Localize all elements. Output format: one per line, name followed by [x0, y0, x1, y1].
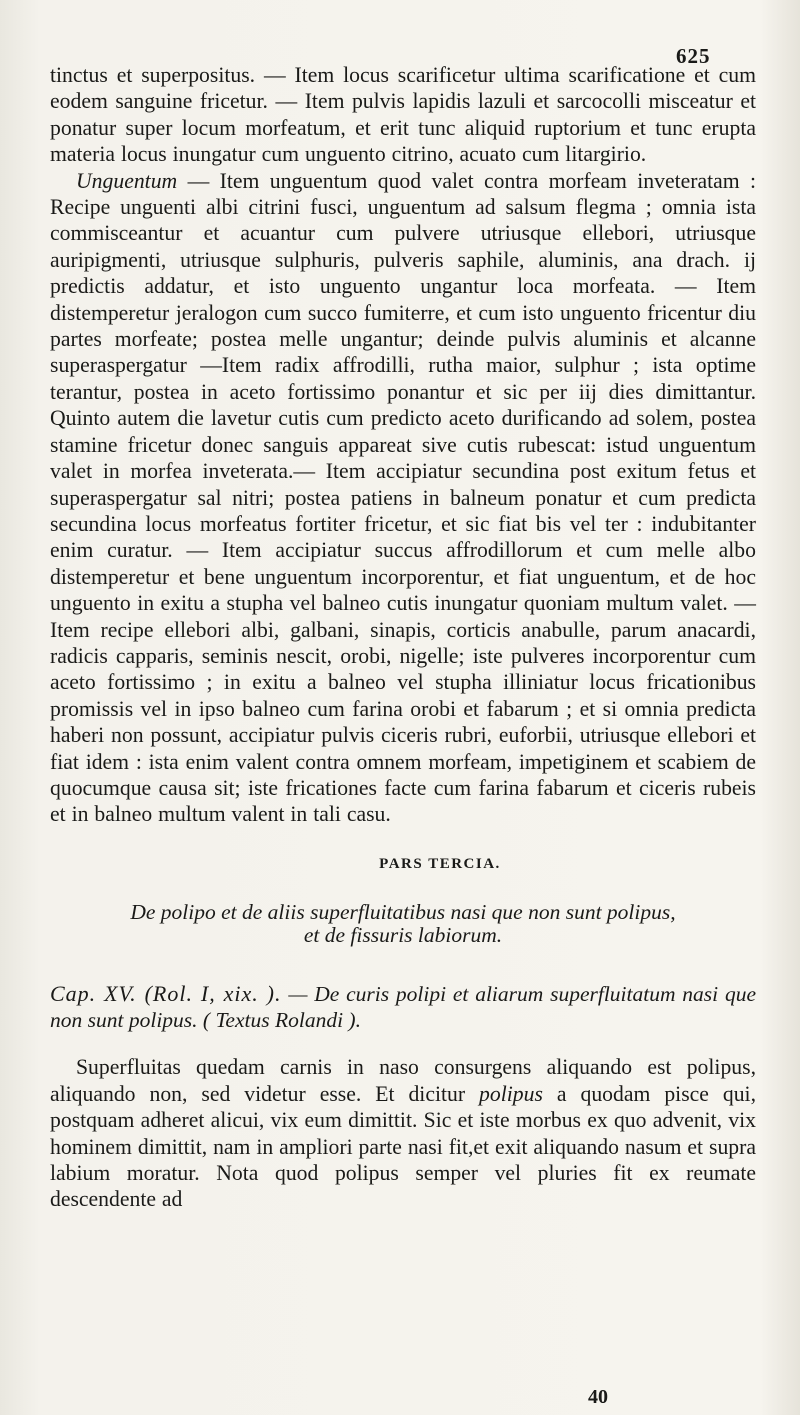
paragraph-italic-term: polipus — [479, 1081, 543, 1106]
chapter-title: — De curis polipi et aliarum superfluitatum nasi que non sunt polipus. ( Textus Rolandi ). — [50, 981, 756, 1032]
paragraph-text-end: a quodam pisce qui, postquam adheret alicui, vix eum dimittit. Sic et iste morbus ex quo advenit, vix hominem dimittit, nam in ampliori parte nasi fit,et exit aliquando nasum et supra labium moratur. Nota quod polipus semper vel pluries fit ex reumate descendente ad — [50, 1081, 756, 1212]
page-number: 625 — [676, 44, 711, 68]
paragraph-text-start: Superfluitas quedam carnis in naso consurgens aliquando est polipus, aliquando non, sed videtur esse. Et dicitur — [50, 1055, 756, 1106]
paragraph-body: — Item unguentum quod valet contra morfeam inveteratam : Recipe unguenti albi citrini fusci, unguentum ad salsum flegma ; omnia ista commisceantur et acuantur cum pulvere utriusque ellebori, utriusque auripigmenti, utriusque sulphuris, pulveris saphile, aluminis, ana drach. ij predictis addatur, et isto unguento ungantur loca morfeata. — Item distemperetur jeralogon cum succo fumiterre, et cum isto unguento fricentur diu partes morfeate; postea melle ungantur; deinde pulvis aluminis et alcanne superaspergatur —Item radix affrodilli, rutha maior, sulphur ; ista optime terantur, postea in aceto fortissimo ponantur et sic per iij dies dimittantur. Quinto autem die lavetur cutis cum predicto aceto durificando ad solem, postea stamine fricetur donec sanguis appareat sive cutis rubescat: istud unguentum valet in morfea inveterata.— Item accipiatur secundina post exitum fetus et superaspergatur sal nitri; postea patiens in balneum ponatur et cum predicta secundina locus morfeatus fortiter fricetur, et sic fiat bis vel ter : indubitanter enim curatur. — Item accipiatur succus affrodillorum et cum melle albo distemperetur et bene unguentum incorporentur, et fiat unguentum, et de hoc unguento in exitu a stupha vel balneo cutis inungatur quoniam multum valet. — Item recipe ellebori albi, galbani, sinapis, corticis anabulle, parum anacardi, radicis capparis, seminis nescit, orobi, nigelle; iste pulveres incorporentur cum aceto fortissimo ; in exitu a balneo vel stupha illiniatur locus fricationibus promissis vel in ipso balneo cum farina orobi et fabarum ; et si omnia predicta haberi non possunt, accipiatur pulvis ciceris rubri, euforbii, utriusque ellebori et fiat idem : ista enim valent contra omnem morfeam, impetiginem et scabiem de quocumque causa sit; iste fricationes facte cum farina fabarum et ciceris rubeis et in balneo multum valent in tali casu. — [50, 168, 756, 827]
section-subtitle-line2: et de fissuris labiorum. — [303, 922, 503, 947]
chapter-heading — [50, 981, 756, 1033]
text-column — [50, 62, 756, 1213]
signature-mark: 40 — [588, 1386, 608, 1408]
section-heading: PARS TERCIA. — [379, 855, 501, 872]
section-subtitle-line1: De polipo et de aliis superfluitatibus nasi que non sunt polipus, — [130, 899, 676, 924]
paragraph-continuation: tinctus et superpositus. — Item locus scarificetur ultima scarificatione et cum eodem sanguine fricetur. — Item pulvis lapidis lazuli et sarcocolli misceatur et ponatur super locum morfeatum, et erit tunc aliquid ruptorium et tunc erupta materia locus inungatur cum unguento citrino, acuato cum litargirio. — [50, 63, 756, 167]
chapter-label: Cap. XV. (Rol. I, xix. ). — [50, 980, 282, 1006]
paragraph-lead-word: Unguentum — [76, 168, 178, 193]
paragraph-unguentum — [50, 168, 756, 828]
paragraph-polipus — [50, 1054, 756, 1212]
